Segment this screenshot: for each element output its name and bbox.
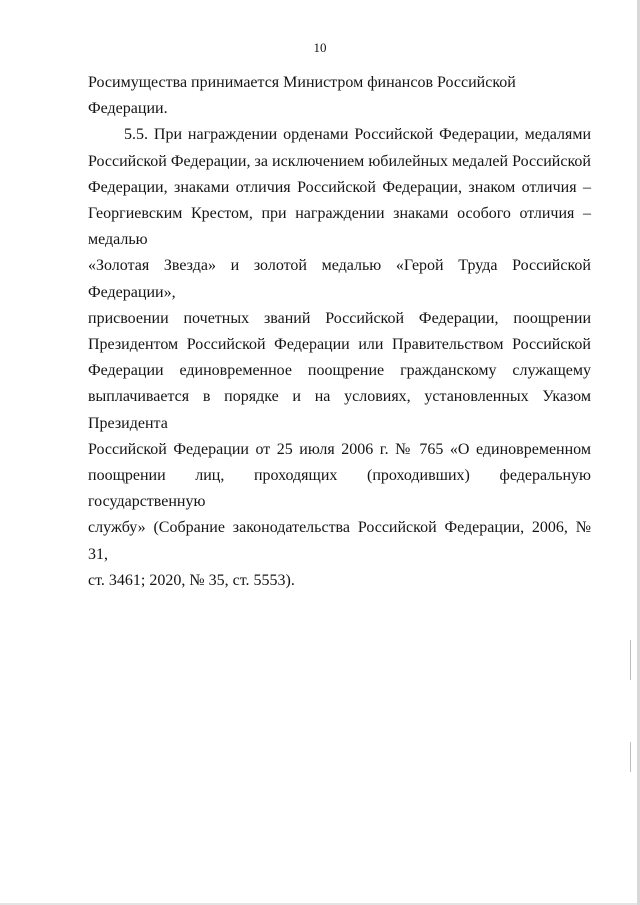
text-line: Российской Федерации от 25 июля 2006 г. № 765 «О единовременном — [88, 440, 591, 458]
text-line: Президентом Российской Федерации или Правительством Российской — [88, 336, 591, 354]
scan-edge-mark — [630, 742, 631, 772]
text-line: 5.5. При награждении орденами Российской Федерации, медалями — [124, 126, 591, 144]
page-number: 10 — [313, 40, 327, 55]
text-line: службу» (Собрание законодательства Российской Федерации, 2006, № 31, — [88, 519, 591, 563]
scan-edge-mark — [630, 640, 631, 680]
text-line: поощрении лиц, проходящих (проходивших) федеральную государственную — [88, 467, 591, 511]
text-line: Федерации единовременное поощрение гражданскому служащему — [88, 362, 591, 380]
text-line: Георгиевским Крестом, при награждении знаками особого отличия – медалью — [88, 205, 591, 249]
text-line: ст. 3461; 2020, № 35, ст. 5553). — [88, 571, 295, 589]
text-line: Федерации, знаками отличия Российской Федерации, знаком отличия – — [88, 178, 591, 196]
paragraph-5-5 — [88, 122, 591, 594]
document-body — [88, 70, 591, 594]
text-line: «Золотая Звезда» и золотой медалью «Герой Труда Российской Федерации», — [88, 257, 591, 301]
text-line: выплачивается в порядке и на условиях, установленных Указом Президента — [88, 388, 591, 432]
paragraph-continuation — [88, 70, 591, 122]
text-line: Российской Федерации, за исключением юбилейных медалей Российской — [88, 152, 591, 170]
text-line: присвоении почетных званий Российской Федерации, поощрении — [88, 309, 591, 327]
text-line: Росимущества принимается Министром финансов Российской Федерации. — [88, 74, 516, 118]
